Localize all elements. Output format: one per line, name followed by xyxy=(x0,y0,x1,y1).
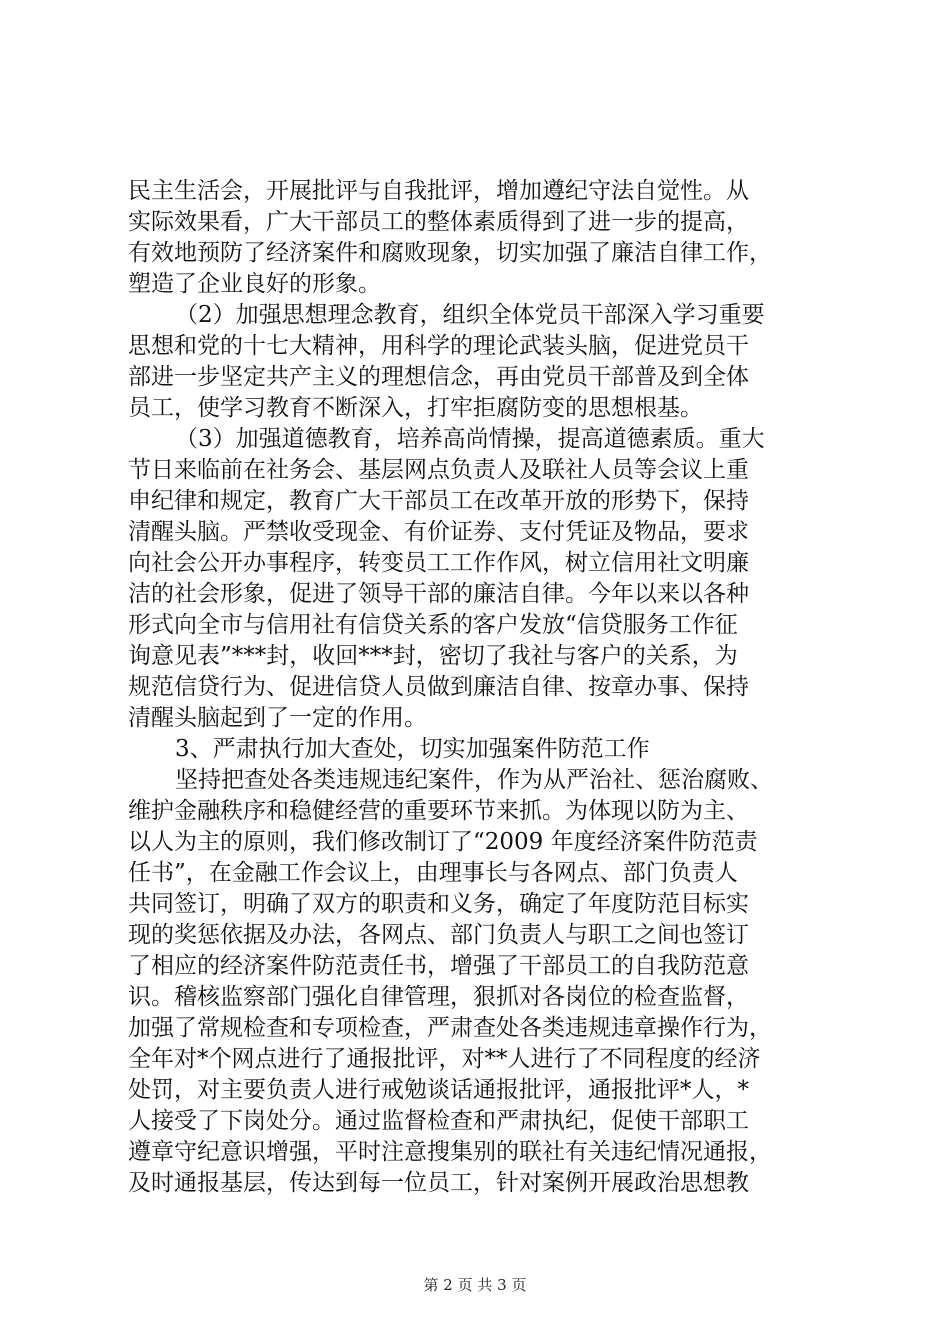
body-text-line: 有效地预防了经济案件和腐败现象，切实加强了廉洁自律工作， xyxy=(128,240,772,266)
body-text-line: 以人为主的原则，我们修改制订了“2009 年度经济案件防范责 xyxy=(128,829,758,855)
body-text-line: 向社会公开办事程序，转变员工工作作风，树立信用社文明廉 xyxy=(128,550,749,576)
body-text-line: 形式向全市与信用社有信贷关系的客户发放“信贷服务工作征 xyxy=(128,612,738,638)
paragraph-start-line: 坚持把查处各类违规违纪案件，作为从严治社、惩治腐败、 xyxy=(175,767,773,793)
body-text-line: 了相应的经济案件防范责任书，增强了干部员工的自我防范意 xyxy=(128,953,749,979)
body-text-line: 加强了常规检查和专项检查，严肃查处各类违规违章操作行为， xyxy=(128,1015,772,1041)
body-text-line: 识。稽核监察部门强化自律管理，狠抓对各岗位的检查监督， xyxy=(128,984,749,1010)
paragraph-start-line: （3）加强道德教育，培养高尚情操，提高道德素质。重大 xyxy=(175,426,765,452)
body-text-line: 部进一步坚定共产主义的理想信念，再由党员干部普及到全体 xyxy=(128,364,749,390)
body-text-line: 现的奖惩依据及办法，各网点、部门负责人与职工之间也签订 xyxy=(128,922,749,948)
body-text-line: 塑造了企业良好的形象。 xyxy=(128,271,381,297)
body-text-line: 清醒头脑起到了一定的作用。 xyxy=(128,705,427,731)
body-text-line: 人接受了下岗处分。通过监督检查和严肃执纪，促使干部职工 xyxy=(128,1108,749,1134)
body-text-line: 全年对*个网点进行了通报批评，对**人进行了不同程度的经济 xyxy=(128,1046,761,1072)
body-text-line: 处罚，对主要负责人进行戒勉谈话通报批评，通报批评*人，* xyxy=(128,1077,749,1103)
body-text-line: 遵章守纪意识增强，平时注意搜集别的联社有关违纪情况通报， xyxy=(128,1139,772,1165)
section-heading: 3、严肃执行加大查处，切实加强案件防范工作 xyxy=(175,736,650,762)
body-text-line: 申纪律和规定，教育广大干部员工在改革开放的形势下，保持 xyxy=(128,488,749,514)
body-text-line: 任书”，在金融工作会议上，由理事长与各网点、部门负责人 xyxy=(128,860,738,886)
body-text-line: 维护金融秩序和稳健经营的重要环节来抓。为体现以防为主、 xyxy=(128,798,749,824)
body-text-line: 询意见表”***封，收回***封，密切了我社与客户的关系，为 xyxy=(128,643,738,669)
page-number-footer: 第 2 页 共 3 页 xyxy=(423,1276,527,1294)
body-text-line: 员工，使学习教育不断深入，打牢拒腐防变的思想根基。 xyxy=(128,395,703,421)
paragraph-start-line: （2）加强思想理念教育，组织全体党员干部深入学习重要 xyxy=(175,302,765,328)
body-text-line: 清醒头脑。严禁收受现金、有价证券、支付凭证及物品，要求 xyxy=(128,519,749,545)
body-text-line: 思想和党的十七大精神，用科学的理论武装头脑，促进党员干 xyxy=(128,333,749,359)
body-text-line: 洁的社会形象，促进了领导干部的廉洁自律。今年以来以各种 xyxy=(128,581,749,607)
body-text-line: 实际效果看，广大干部员工的整体素质得到了进一步的提高， xyxy=(128,209,749,235)
body-text-line: 民主生活会，开展批评与自我批评，增加遵纪守法自觉性。从 xyxy=(128,178,749,204)
body-text-line: 及时通报基层，传达到每一位员工，针对案例开展政治思想教 xyxy=(128,1170,749,1196)
body-text-line: 规范信贷行为、促进信贷人员做到廉洁自律、按章办事、保持 xyxy=(128,674,749,700)
body-text-line: 共同签订，明确了双方的职责和义务，确定了年度防范目标实 xyxy=(128,891,749,917)
body-text-line: 节日来临前在社务会、基层网点负责人及联社人员等会议上重 xyxy=(128,457,749,483)
